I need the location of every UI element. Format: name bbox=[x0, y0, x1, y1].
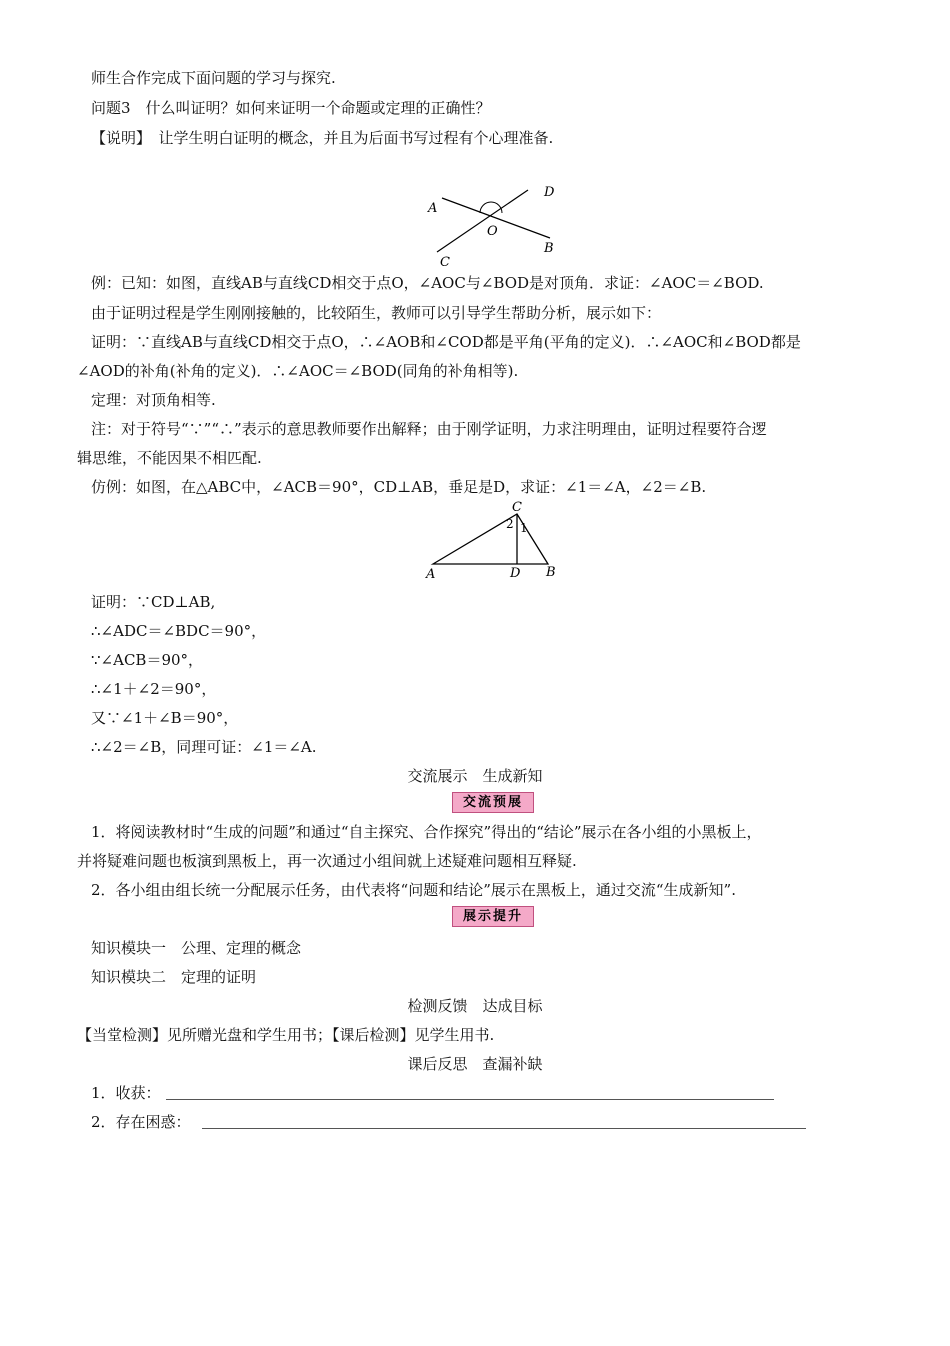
doubt-blank[interactable] bbox=[202, 1128, 806, 1129]
knowledge-module-2: 知识模块二 定理的证明 bbox=[91, 968, 257, 986]
guide-text: 由于证明过程是学生刚刚接触的，比较陌生，教师可以引导学生帮助分析，展示如下： bbox=[91, 304, 662, 322]
gain-label: 1．收获： bbox=[91, 1084, 161, 1102]
label-c: C bbox=[512, 500, 522, 515]
intersecting-lines-figure bbox=[420, 178, 620, 268]
proof-2-line: ∴∠2＝∠B，同理可证：∠1＝∠A. bbox=[91, 738, 317, 756]
proof-2-line: 又∵∠1＋∠B＝90°， bbox=[91, 709, 239, 727]
knowledge-module-1: 知识模块一 公理、定理的概念 bbox=[91, 939, 302, 957]
proof-2-line: ∵∠ACB＝90°， bbox=[91, 651, 204, 669]
section-heading-feedback: 检测反馈 达成目标 bbox=[407, 997, 543, 1015]
triangle-abc bbox=[433, 514, 548, 564]
gain-blank[interactable] bbox=[166, 1099, 774, 1100]
proof-1-line-2: ∠AOD的补角(补角的定义)．∴∠AOC＝∠BOD(同角的补角相等). bbox=[77, 362, 519, 380]
label-a: A bbox=[428, 201, 438, 216]
label-a: A bbox=[426, 567, 436, 580]
item-1-line-2: 并将疑难问题也板演到黑板上，再一次通过小组间就上述疑难问题相互释疑. bbox=[77, 852, 577, 870]
intro-text: 师生合作完成下面问题的学习与探究. bbox=[91, 69, 336, 87]
section-heading-reflection: 课后反思 查漏补缺 bbox=[407, 1055, 543, 1073]
theorem-text: 定理：对顶角相等. bbox=[91, 391, 216, 409]
item-2: 2．各小组由组长统一分配展示任务，由代表将“问题和结论”展示在黑板上，通过交流“生成新知”. bbox=[91, 881, 736, 899]
label-d: D bbox=[544, 185, 555, 200]
proof-2-line: 证明：∵CD⊥AB, bbox=[91, 593, 216, 611]
remark-line-2: 辑思维，不能因果不相匹配. bbox=[77, 449, 262, 467]
example-statement: 例：已知：如图，直线AB与直线CD相交于点O，∠AOC与∠BOD是对顶角．求证：∠AOC＝∠BOD. bbox=[91, 274, 764, 292]
label-d: D bbox=[510, 566, 521, 580]
angle-1-label: 1 bbox=[520, 521, 528, 535]
label-b: B bbox=[544, 241, 554, 256]
angle-2-label: 2 bbox=[506, 517, 514, 531]
remark-line-1: 注：对于符号“∵”“∴”表示的意思教师要作出解释；由于刚学证明，力求注明理由，证明过程要符合逻 bbox=[91, 420, 767, 438]
section-heading-exchange: 交流展示 生成新知 bbox=[407, 767, 543, 785]
proof-2-line: ∴∠ADC＝∠BDC＝90°， bbox=[91, 622, 267, 640]
teaching-note: 【说明】 让学生明白证明的概念，并且为后面书写过程有个心理准备. bbox=[91, 129, 554, 147]
question-3: 问题3 什么叫证明？如何来证明一个命题或定理的正确性？ bbox=[91, 99, 491, 117]
proof-2-line: ∴∠1＋∠2＝90°， bbox=[91, 680, 217, 698]
angle-arc bbox=[480, 202, 502, 213]
badge-show-improve: 展示提升 bbox=[452, 906, 534, 927]
item-1-line-1: 1．将阅读教材时“生成的问题”和通过“自主探究、合作探究”得出的“结论”展示在各小组的小黑板上， bbox=[91, 823, 762, 841]
check-text: 【当堂检测】见所赠光盘和学生用书；【课后检测】见学生用书. bbox=[77, 1026, 495, 1044]
doubt-label: 2．存在困惑： bbox=[91, 1113, 191, 1131]
imitation-example: 仿例：如图，在△ABC中，∠ACB＝90°，CD⊥AB，垂足是D，求证：∠1＝∠A，∠2＝∠B. bbox=[91, 478, 707, 496]
right-triangle-figure bbox=[420, 500, 570, 580]
line-cd bbox=[437, 190, 528, 252]
badge-exchange-preview: 交流预展 bbox=[452, 792, 534, 813]
label-c: C bbox=[440, 255, 450, 268]
proof-1-line-1: 证明：∵直线AB与直线CD相交于点O，∴∠AOB和∠COD都是平角(平角的定义)．∴∠AOC和∠BOD都是 bbox=[91, 333, 801, 351]
label-b: B bbox=[546, 565, 556, 580]
label-o: O bbox=[487, 224, 498, 239]
